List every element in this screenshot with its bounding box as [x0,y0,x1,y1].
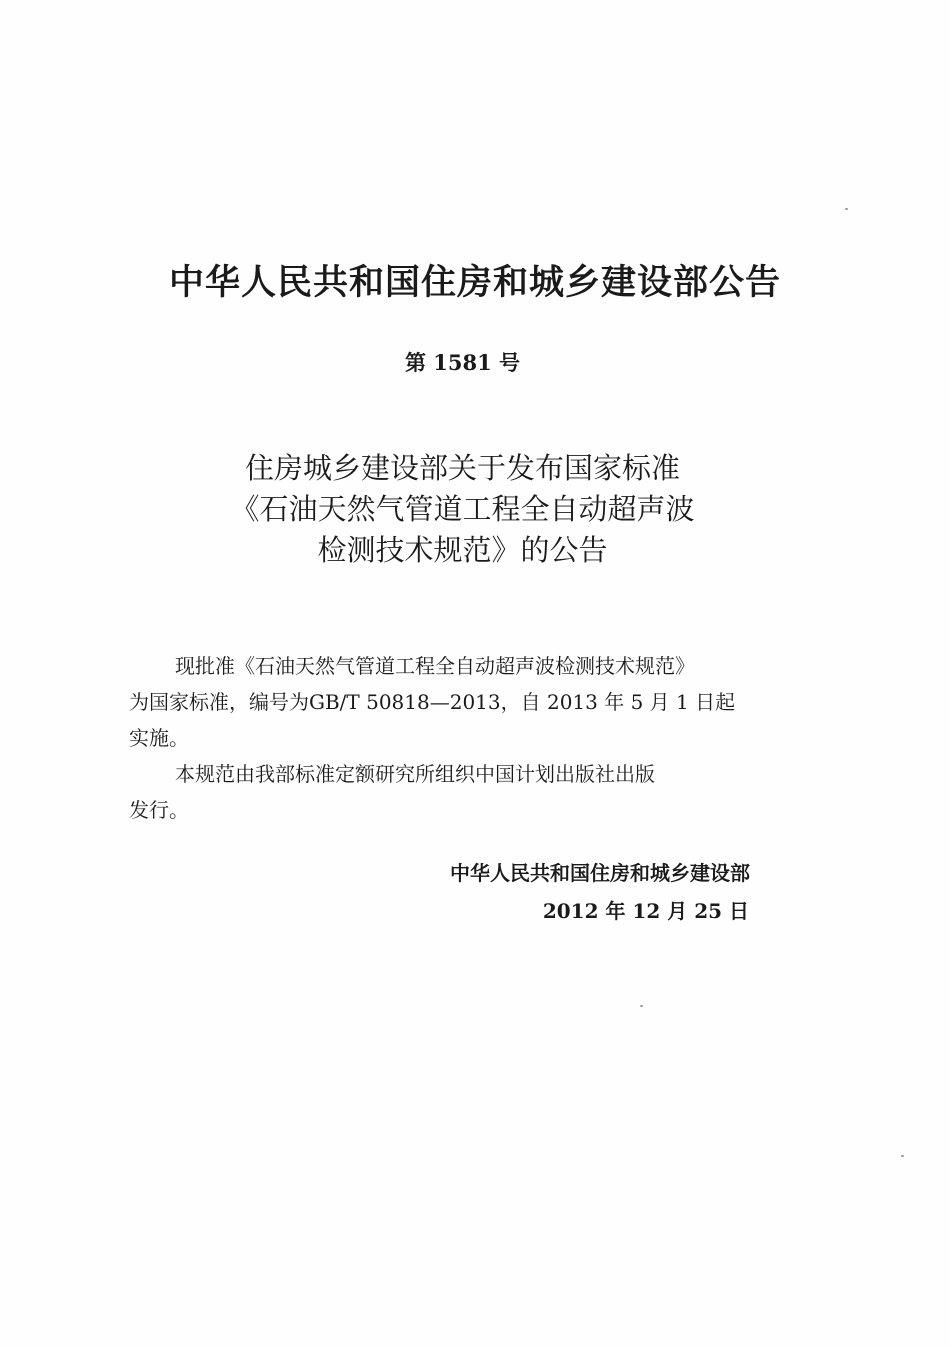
body-line: 实施。 [129,726,189,750]
subtitle-line: 检测技术规范》的公告 [317,533,608,567]
body-line: 发行。 [129,798,189,822]
body-line: 现批准《石油天然气管道工程全自动超声波检测技术规范》 [175,654,695,678]
announcement-subtitle [0,448,925,571]
announcement-body [129,648,799,828]
announcement-title: 中华人民共和国住房和城乡建设部公告 [168,263,781,303]
body-line: 为国家标准，编号为GB/T 50818—2013，自 2013 年 5 月 1 日起 [129,690,736,714]
signature-date: 2012 年 12 月 25 日 [542,899,749,923]
announcement-number: 第 1581 号 [404,350,521,375]
subtitle-line: 住房城乡建设部关于发布国家标准 [244,451,680,485]
scan-speck [845,208,848,210]
signature-organization: 中华人民共和国住房和城乡建设部 [450,861,750,885]
subtitle-line: 《石油天然气管道工程全自动超声波 [230,492,695,526]
scan-speck [640,1005,643,1007]
scan-speck [901,1155,904,1157]
body-line: 本规范由我部标准定额研究所组织中国计划出版社出版 [175,762,655,786]
